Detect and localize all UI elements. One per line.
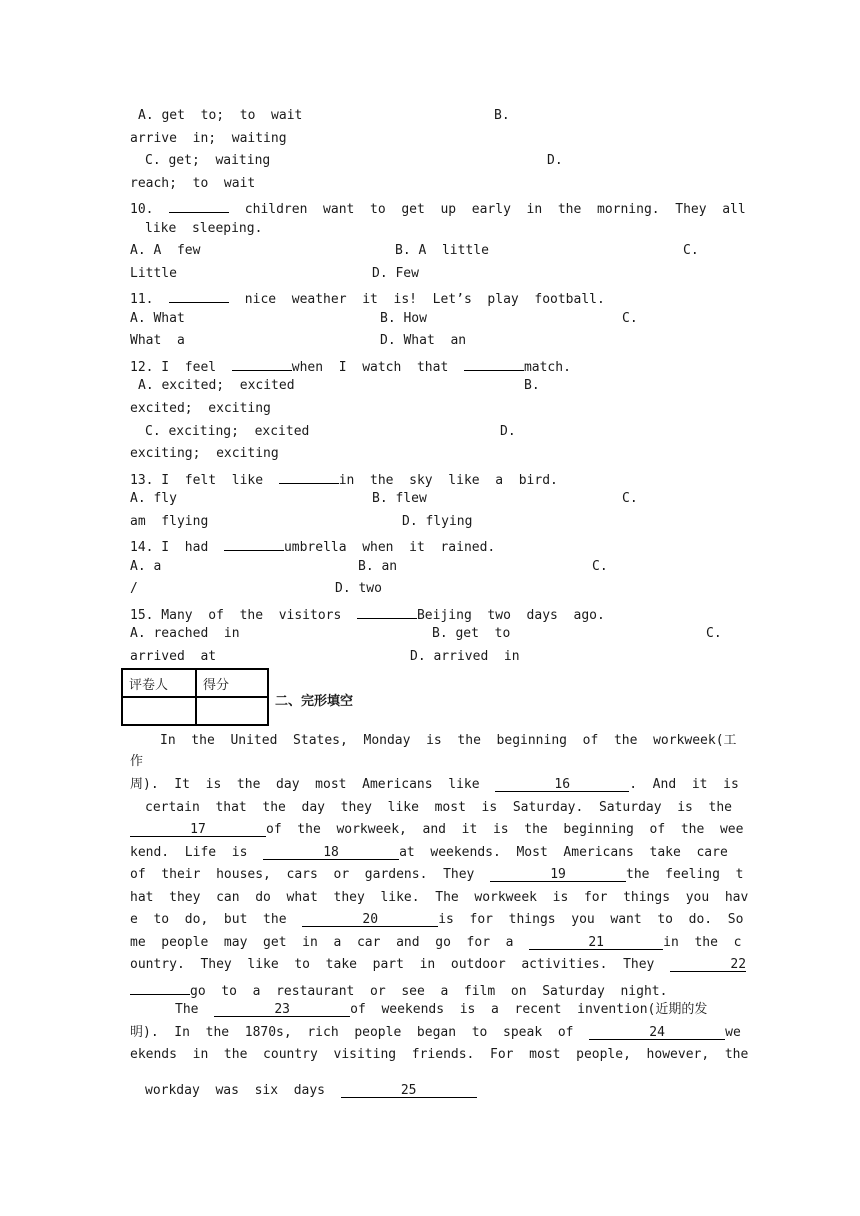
answer-option[interactable]: C. get; waiting bbox=[145, 153, 271, 168]
answer-blank[interactable] bbox=[169, 198, 229, 213]
question-text: match. bbox=[523, 360, 571, 375]
score-table bbox=[121, 668, 269, 726]
answer-blank[interactable] bbox=[279, 469, 339, 484]
question-text: in the sky like a bird. bbox=[338, 473, 558, 488]
passage-line: kend. Life is 18 at weekends. Most Americans take care bbox=[130, 845, 728, 860]
question-text: 15. Many of the visitors bbox=[130, 608, 342, 623]
passage-line: ekends in the country visiting friends. For most people, however, the bbox=[130, 1047, 749, 1062]
blank-25[interactable]: 25 bbox=[341, 1083, 477, 1098]
passage-line: workday was six days 25 bbox=[145, 1083, 477, 1099]
answer-option[interactable]: arrive in; waiting bbox=[130, 131, 287, 146]
blank-20[interactable]: 20 bbox=[302, 912, 438, 927]
answer-option[interactable]: D. arrived in bbox=[410, 649, 520, 664]
question-text: children want to get up early in the morning. They all bbox=[229, 202, 746, 217]
blank-18[interactable]: 18 bbox=[263, 845, 399, 860]
answer-option[interactable]: C. bbox=[622, 311, 638, 326]
answer-option[interactable]: A. get to; to wait bbox=[138, 108, 303, 123]
answer-option[interactable]: D. two bbox=[335, 581, 382, 596]
answer-option[interactable]: A. fly bbox=[130, 491, 177, 506]
blank-19[interactable]: 19 bbox=[490, 867, 626, 882]
answer-blank[interactable] bbox=[232, 356, 292, 371]
blank-21[interactable]: 21 bbox=[529, 935, 663, 950]
answer-option[interactable]: What a bbox=[130, 333, 185, 348]
reviewer-cell[interactable] bbox=[122, 697, 196, 725]
answer-blank[interactable] bbox=[357, 604, 417, 619]
score-cell[interactable] bbox=[196, 697, 268, 725]
answer-option[interactable]: arrived at bbox=[130, 649, 217, 664]
answer-option[interactable]: excited; exciting bbox=[130, 401, 271, 416]
answer-option[interactable]: B. How bbox=[380, 311, 427, 326]
answer-option[interactable]: D. bbox=[500, 424, 516, 439]
answer-option[interactable]: D. Few bbox=[372, 266, 419, 281]
passage-line: ountry. They like to take part in outdoor activities. They 22 bbox=[130, 957, 747, 972]
blank-22[interactable]: 22 bbox=[670, 957, 746, 972]
blank-22-continued[interactable] bbox=[130, 980, 190, 995]
answer-option[interactable]: B. bbox=[494, 108, 510, 123]
answer-option[interactable]: A. What bbox=[130, 311, 185, 326]
answer-option[interactable]: B. get to bbox=[432, 626, 511, 641]
answer-option[interactable]: B. flew bbox=[372, 491, 427, 506]
passage-line: e to do, but the 20 is for things you want to do. So bbox=[130, 912, 744, 927]
passage-line: go to a restaurant or see a film on Saturday night. bbox=[130, 980, 667, 1000]
answer-option[interactable]: C. bbox=[706, 626, 722, 641]
question-text: 11. bbox=[130, 292, 154, 307]
question-stem bbox=[130, 288, 605, 308]
question-stem bbox=[130, 356, 571, 376]
answer-option[interactable]: A. A few bbox=[130, 243, 201, 258]
answer-option[interactable]: D. flying bbox=[402, 514, 473, 529]
passage-line: In the United States, Monday is the beginning of the workweek(工 bbox=[160, 733, 737, 748]
question-stem bbox=[130, 536, 495, 556]
answer-option[interactable]: Little bbox=[130, 266, 177, 281]
answer-blank[interactable] bbox=[224, 536, 284, 551]
blank-23[interactable]: 23 bbox=[214, 1002, 350, 1017]
blank-16[interactable]: 16 bbox=[495, 777, 629, 792]
answer-option[interactable]: exciting; exciting bbox=[130, 446, 279, 461]
reviewer-header: 评卷人 bbox=[122, 669, 196, 697]
passage-line: 作 bbox=[130, 754, 144, 769]
question-stem bbox=[130, 198, 746, 218]
answer-blank[interactable] bbox=[169, 288, 229, 303]
blank-24[interactable]: 24 bbox=[589, 1025, 725, 1040]
section-title: 二、完形填空 bbox=[275, 694, 354, 709]
answer-option[interactable]: C. bbox=[592, 559, 608, 574]
answer-option[interactable]: A. excited; excited bbox=[138, 378, 295, 393]
answer-option[interactable]: D. What an bbox=[380, 333, 467, 348]
passage-line: me people may get in a car and go for a 21 in the c bbox=[130, 935, 742, 950]
question-stem bbox=[130, 469, 558, 489]
answer-option[interactable]: / bbox=[130, 581, 138, 596]
answer-blank[interactable] bbox=[464, 356, 524, 371]
question-text: when I watch that bbox=[291, 360, 449, 375]
question-text: 14. I had bbox=[130, 540, 209, 555]
passage-line: 周). It is the day most Americans like 16 . And it is bbox=[130, 777, 739, 792]
question-stem bbox=[130, 604, 605, 624]
passage-line: certain that the day they like most is Saturday. Saturday is the bbox=[145, 800, 732, 815]
passage-line: of their houses, cars or gardens. They 19 the feeling t bbox=[130, 867, 744, 882]
answer-option[interactable]: A. a bbox=[130, 559, 162, 574]
answer-option[interactable]: C. exciting; excited bbox=[145, 424, 310, 439]
question-text: 10. bbox=[130, 202, 154, 217]
question-text: Beijing two days ago. bbox=[416, 608, 605, 623]
answer-option[interactable]: C. bbox=[622, 491, 638, 506]
passage-line: 明). In the 1870s, rich people began to speak of 24 we bbox=[130, 1025, 741, 1040]
answer-option[interactable]: A. reached in bbox=[130, 626, 240, 641]
question-text: 12. I feel bbox=[130, 360, 217, 375]
question-text: nice weather it is! Let’s play football. bbox=[229, 292, 605, 307]
answer-option[interactable]: B. A little bbox=[395, 243, 489, 258]
passage-line: The 23 of weekends is a recent invention(近期的发 bbox=[175, 1002, 708, 1017]
answer-option[interactable]: B. an bbox=[358, 559, 398, 574]
answer-option[interactable]: reach; to wait bbox=[130, 176, 256, 191]
answer-option[interactable]: am flying bbox=[130, 514, 209, 529]
blank-17[interactable]: 17 bbox=[130, 822, 266, 837]
question-text: umbrella when it rained. bbox=[283, 540, 496, 555]
answer-option[interactable]: D. bbox=[547, 153, 563, 168]
score-header: 得分 bbox=[196, 669, 268, 697]
answer-option[interactable]: like sleeping. bbox=[145, 221, 263, 236]
answer-option[interactable]: C. bbox=[683, 243, 699, 258]
answer-option[interactable]: B. bbox=[524, 378, 540, 393]
question-text: 13. I felt like bbox=[130, 473, 264, 488]
passage-line: 17 of the workweek, and it is the beginning of the wee bbox=[130, 822, 743, 838]
passage-line: hat they can do what they like. The workweek is for things you hav bbox=[130, 890, 749, 905]
